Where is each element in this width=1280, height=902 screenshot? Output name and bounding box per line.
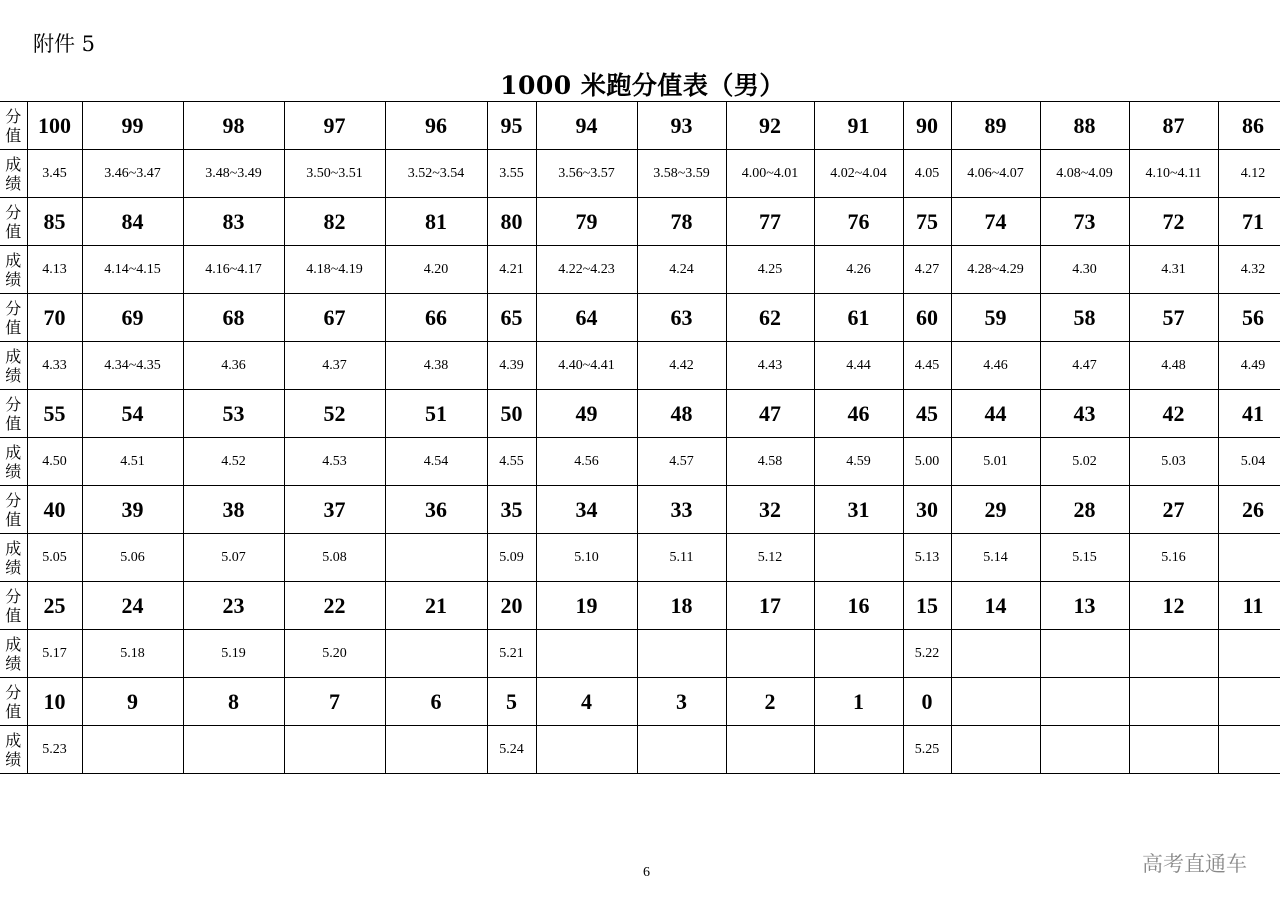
- points-cell: 91: [814, 102, 903, 150]
- points-cell: 9: [82, 678, 183, 726]
- points-cell: 33: [637, 486, 726, 534]
- points-row-label: 分 值: [0, 390, 27, 438]
- points-cell: 40: [27, 486, 82, 534]
- points-row: [0, 582, 1280, 630]
- points-cell: 7: [284, 678, 385, 726]
- points-cell: 60: [903, 294, 951, 342]
- points-cell: 66: [385, 294, 487, 342]
- points-cell: 18: [637, 582, 726, 630]
- points-cell: 12: [1129, 582, 1218, 630]
- points-cell: 31: [814, 486, 903, 534]
- points-cell: 3: [637, 678, 726, 726]
- points-cell: 94: [536, 102, 637, 150]
- points-cell: 49: [536, 390, 637, 438]
- points-cell: 43: [1040, 390, 1129, 438]
- points-cell: 36: [385, 486, 487, 534]
- result-cell: 4.50: [27, 438, 82, 486]
- result-cell: 4.52: [183, 438, 284, 486]
- result-cell: 4.47: [1040, 342, 1129, 390]
- result-cell: 4.54: [385, 438, 487, 486]
- result-cell: 3.46~3.47: [82, 150, 183, 198]
- points-row-label: 分 值: [0, 102, 27, 150]
- result-cell: 4.32: [1218, 246, 1280, 294]
- result-cell: 4.45: [903, 342, 951, 390]
- result-cell: 5.22: [903, 630, 951, 678]
- points-cell: 46: [814, 390, 903, 438]
- points-cell: 95: [487, 102, 536, 150]
- result-cell: 5.24: [487, 726, 536, 774]
- points-cell: 74: [951, 198, 1040, 246]
- points-cell: [1040, 678, 1129, 726]
- result-cell: 4.21: [487, 246, 536, 294]
- points-cell: 53: [183, 390, 284, 438]
- points-cell: 85: [27, 198, 82, 246]
- result-cell: [1218, 726, 1280, 774]
- result-cell: 4.22~4.23: [536, 246, 637, 294]
- result-cell: 5.09: [487, 534, 536, 582]
- points-cell: 81: [385, 198, 487, 246]
- result-cell: 4.12: [1218, 150, 1280, 198]
- points-cell: 97: [284, 102, 385, 150]
- result-cell: 4.55: [487, 438, 536, 486]
- points-cell: 96: [385, 102, 487, 150]
- points-cell: 57: [1129, 294, 1218, 342]
- result-cell: 5.20: [284, 630, 385, 678]
- points-cell: 70: [27, 294, 82, 342]
- result-cell: 4.02~4.04: [814, 150, 903, 198]
- points-cell: 11: [1218, 582, 1280, 630]
- result-cell: [814, 630, 903, 678]
- points-cell: 77: [726, 198, 814, 246]
- points-row: [0, 102, 1280, 150]
- result-cell: 5.10: [536, 534, 637, 582]
- result-row: [0, 246, 1280, 294]
- result-cell: 4.53: [284, 438, 385, 486]
- result-cell: 4.25: [726, 246, 814, 294]
- points-cell: 75: [903, 198, 951, 246]
- result-cell: [1129, 726, 1218, 774]
- result-cell: 5.04: [1218, 438, 1280, 486]
- points-cell: 2: [726, 678, 814, 726]
- page-number: 6: [643, 865, 650, 880]
- result-cell: 4.49: [1218, 342, 1280, 390]
- points-cell: 17: [726, 582, 814, 630]
- result-cell: 5.19: [183, 630, 284, 678]
- result-cell: 3.50~3.51: [284, 150, 385, 198]
- result-cell: 4.00~4.01: [726, 150, 814, 198]
- points-row-label: 分 值: [0, 678, 27, 726]
- result-cell: 4.28~4.29: [951, 246, 1040, 294]
- result-row-label: 成 绩: [0, 726, 27, 774]
- points-cell: 82: [284, 198, 385, 246]
- result-cell: 5.17: [27, 630, 82, 678]
- points-cell: 65: [487, 294, 536, 342]
- result-cell: 5.08: [284, 534, 385, 582]
- points-cell: 37: [284, 486, 385, 534]
- result-row-label: 成 绩: [0, 534, 27, 582]
- table-title: 1000 米跑分值表（男）: [500, 71, 785, 100]
- points-cell: 87: [1129, 102, 1218, 150]
- points-row-label: 分 值: [0, 294, 27, 342]
- points-cell: 23: [183, 582, 284, 630]
- result-cell: 5.25: [903, 726, 951, 774]
- result-row: [0, 342, 1280, 390]
- result-cell: 3.55: [487, 150, 536, 198]
- result-cell: [284, 726, 385, 774]
- result-cell: 3.58~3.59: [637, 150, 726, 198]
- result-cell: 4.31: [1129, 246, 1218, 294]
- points-row: [0, 198, 1280, 246]
- result-cell: [1040, 726, 1129, 774]
- result-row-label: 成 绩: [0, 246, 27, 294]
- points-row-label: 分 值: [0, 198, 27, 246]
- result-cell: 5.14: [951, 534, 1040, 582]
- points-row: [0, 678, 1280, 726]
- attachment-label: 附件 5: [33, 32, 96, 56]
- points-cell: 41: [1218, 390, 1280, 438]
- points-cell: 22: [284, 582, 385, 630]
- points-cell: 39: [82, 486, 183, 534]
- result-cell: 4.42: [637, 342, 726, 390]
- points-cell: 0: [903, 678, 951, 726]
- result-cell: 4.40~4.41: [536, 342, 637, 390]
- points-cell: 89: [951, 102, 1040, 150]
- result-cell: 4.34~4.35: [82, 342, 183, 390]
- points-cell: 6: [385, 678, 487, 726]
- result-cell: 5.11: [637, 534, 726, 582]
- points-cell: 73: [1040, 198, 1129, 246]
- points-cell: 80: [487, 198, 536, 246]
- points-cell: 67: [284, 294, 385, 342]
- points-cell: 62: [726, 294, 814, 342]
- result-cell: 5.07: [183, 534, 284, 582]
- points-cell: 54: [82, 390, 183, 438]
- points-cell: 56: [1218, 294, 1280, 342]
- points-cell: 5: [487, 678, 536, 726]
- points-cell: 42: [1129, 390, 1218, 438]
- result-cell: 4.08~4.09: [1040, 150, 1129, 198]
- result-cell: 4.58: [726, 438, 814, 486]
- result-cell: 4.43: [726, 342, 814, 390]
- points-cell: 1: [814, 678, 903, 726]
- points-cell: 86: [1218, 102, 1280, 150]
- points-cell: 15: [903, 582, 951, 630]
- result-cell: 4.06~4.07: [951, 150, 1040, 198]
- points-cell: 45: [903, 390, 951, 438]
- points-cell: [1218, 678, 1280, 726]
- result-cell: 4.56: [536, 438, 637, 486]
- points-cell: 84: [82, 198, 183, 246]
- result-cell: 5.13: [903, 534, 951, 582]
- result-cell: 4.33: [27, 342, 82, 390]
- result-cell: [82, 726, 183, 774]
- points-cell: 28: [1040, 486, 1129, 534]
- result-cell: 4.20: [385, 246, 487, 294]
- result-cell: 4.46: [951, 342, 1040, 390]
- points-cell: 35: [487, 486, 536, 534]
- points-cell: 55: [27, 390, 82, 438]
- result-cell: [1129, 630, 1218, 678]
- points-cell: 64: [536, 294, 637, 342]
- result-cell: 4.27: [903, 246, 951, 294]
- result-row: [0, 534, 1280, 582]
- result-cell: 4.36: [183, 342, 284, 390]
- points-cell: 61: [814, 294, 903, 342]
- points-row-label: 分 值: [0, 486, 27, 534]
- points-cell: 16: [814, 582, 903, 630]
- points-cell: 38: [183, 486, 284, 534]
- result-cell: 5.18: [82, 630, 183, 678]
- result-cell: [726, 630, 814, 678]
- result-cell: [1218, 534, 1280, 582]
- points-cell: 30: [903, 486, 951, 534]
- result-row: [0, 630, 1280, 678]
- result-cell: 5.21: [487, 630, 536, 678]
- points-row: [0, 390, 1280, 438]
- result-row: [0, 726, 1280, 774]
- result-cell: 4.05: [903, 150, 951, 198]
- result-cell: 4.26: [814, 246, 903, 294]
- points-cell: 68: [183, 294, 284, 342]
- score-table: [0, 101, 1280, 774]
- points-cell: 44: [951, 390, 1040, 438]
- points-cell: 90: [903, 102, 951, 150]
- points-cell: 78: [637, 198, 726, 246]
- points-cell: 99: [82, 102, 183, 150]
- result-cell: [385, 630, 487, 678]
- result-cell: 4.30: [1040, 246, 1129, 294]
- points-cell: 25: [27, 582, 82, 630]
- result-cell: 4.10~4.11: [1129, 150, 1218, 198]
- result-row: [0, 150, 1280, 198]
- result-cell: 5.23: [27, 726, 82, 774]
- result-cell: 4.13: [27, 246, 82, 294]
- result-cell: 5.00: [903, 438, 951, 486]
- points-cell: 20: [487, 582, 536, 630]
- points-cell: 92: [726, 102, 814, 150]
- result-cell: 3.48~3.49: [183, 150, 284, 198]
- points-cell: 32: [726, 486, 814, 534]
- result-cell: 4.16~4.17: [183, 246, 284, 294]
- points-cell: 83: [183, 198, 284, 246]
- result-cell: [951, 726, 1040, 774]
- points-cell: 50: [487, 390, 536, 438]
- points-row: [0, 294, 1280, 342]
- points-cell: 34: [536, 486, 637, 534]
- result-cell: [536, 630, 637, 678]
- points-cell: 26: [1218, 486, 1280, 534]
- score-table-body: [0, 102, 1280, 774]
- result-cell: 5.06: [82, 534, 183, 582]
- result-cell: 4.37: [284, 342, 385, 390]
- result-cell: 5.03: [1129, 438, 1218, 486]
- points-cell: 48: [637, 390, 726, 438]
- points-row-label: 分 值: [0, 582, 27, 630]
- points-cell: 51: [385, 390, 487, 438]
- result-cell: [1218, 630, 1280, 678]
- points-cell: 59: [951, 294, 1040, 342]
- points-cell: 88: [1040, 102, 1129, 150]
- points-cell: 21: [385, 582, 487, 630]
- points-cell: 47: [726, 390, 814, 438]
- points-cell: 8: [183, 678, 284, 726]
- result-cell: 4.48: [1129, 342, 1218, 390]
- points-cell: 29: [951, 486, 1040, 534]
- points-cell: 98: [183, 102, 284, 150]
- points-cell: 72: [1129, 198, 1218, 246]
- points-cell: 52: [284, 390, 385, 438]
- result-cell: [385, 726, 487, 774]
- points-cell: 58: [1040, 294, 1129, 342]
- watermark: 高考直通车: [1142, 852, 1247, 876]
- points-cell: 19: [536, 582, 637, 630]
- result-cell: 4.44: [814, 342, 903, 390]
- result-cell: [536, 726, 637, 774]
- result-row: [0, 438, 1280, 486]
- result-cell: 4.18~4.19: [284, 246, 385, 294]
- points-cell: 27: [1129, 486, 1218, 534]
- result-cell: [1040, 630, 1129, 678]
- points-cell: [1129, 678, 1218, 726]
- result-cell: 5.01: [951, 438, 1040, 486]
- result-cell: 4.51: [82, 438, 183, 486]
- result-cell: [637, 630, 726, 678]
- result-cell: 5.05: [27, 534, 82, 582]
- points-cell: [951, 678, 1040, 726]
- result-cell: [726, 726, 814, 774]
- result-cell: 4.14~4.15: [82, 246, 183, 294]
- points-cell: 79: [536, 198, 637, 246]
- result-row-label: 成 绩: [0, 342, 27, 390]
- points-row: [0, 486, 1280, 534]
- result-cell: 3.52~3.54: [385, 150, 487, 198]
- points-cell: 10: [27, 678, 82, 726]
- result-cell: 5.02: [1040, 438, 1129, 486]
- points-cell: 63: [637, 294, 726, 342]
- result-cell: [951, 630, 1040, 678]
- points-cell: 24: [82, 582, 183, 630]
- result-cell: [814, 534, 903, 582]
- result-cell: 4.39: [487, 342, 536, 390]
- result-cell: 4.38: [385, 342, 487, 390]
- result-row-label: 成 绩: [0, 438, 27, 486]
- result-cell: 4.24: [637, 246, 726, 294]
- result-cell: [385, 534, 487, 582]
- result-row-label: 成 绩: [0, 630, 27, 678]
- points-cell: 93: [637, 102, 726, 150]
- result-cell: 4.57: [637, 438, 726, 486]
- result-cell: [814, 726, 903, 774]
- points-cell: 4: [536, 678, 637, 726]
- result-cell: 5.12: [726, 534, 814, 582]
- points-cell: 14: [951, 582, 1040, 630]
- points-cell: 100: [27, 102, 82, 150]
- points-cell: 71: [1218, 198, 1280, 246]
- result-cell: [637, 726, 726, 774]
- result-cell: [183, 726, 284, 774]
- result-cell: 5.15: [1040, 534, 1129, 582]
- points-cell: 76: [814, 198, 903, 246]
- result-cell: 3.45: [27, 150, 82, 198]
- points-cell: 69: [82, 294, 183, 342]
- result-row-label: 成 绩: [0, 150, 27, 198]
- result-cell: 5.16: [1129, 534, 1218, 582]
- result-cell: 4.59: [814, 438, 903, 486]
- result-cell: 3.56~3.57: [536, 150, 637, 198]
- points-cell: 13: [1040, 582, 1129, 630]
